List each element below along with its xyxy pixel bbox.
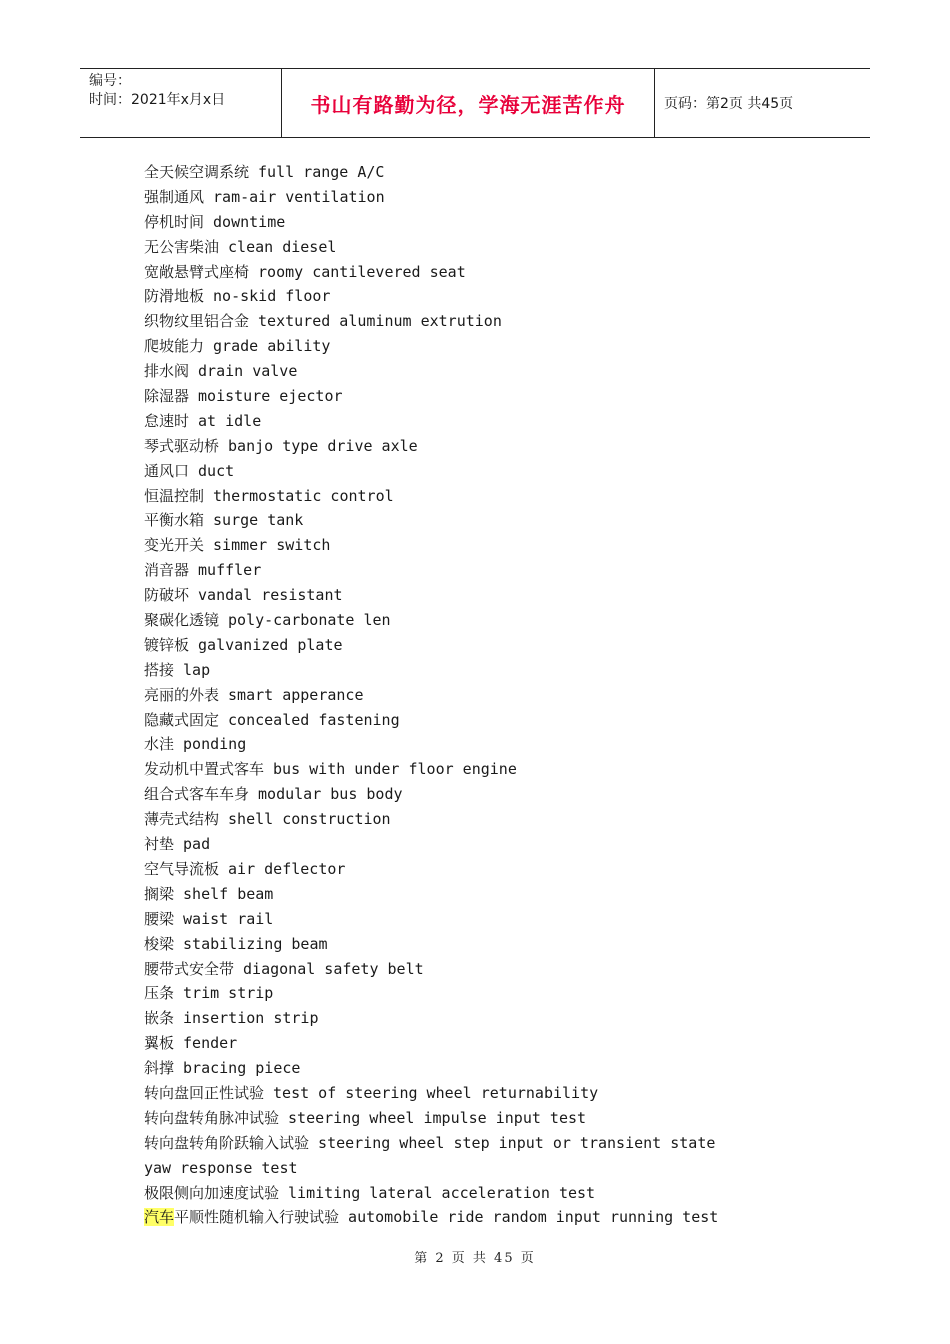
- glossary-entry: 消音器 muffler: [144, 561, 262, 580]
- glossary-entry: 转向盘转角阶跃输入试验 steering wheel step input or transient state: [144, 1133, 716, 1152]
- glossary-list: [144, 160, 844, 1230]
- glossary-entry: 除湿器 moisture ejector: [144, 387, 343, 406]
- glossary-entry: 翼板 fender: [144, 1034, 238, 1053]
- glossary-entry: 通风口 duct: [144, 461, 235, 480]
- glossary-entry: 隐藏式固定 concealed fastening: [144, 710, 400, 729]
- glossary-entry: 亮丽的外表 smart apperance: [144, 685, 364, 704]
- glossary-entry: 无公害柴油 clean diesel: [144, 237, 337, 256]
- glossary-entry: 琴式驱动桥 banjo type drive axle: [144, 436, 418, 455]
- glossary-entry: 停机时间 downtime: [144, 212, 286, 231]
- glossary-entry: 组合式客车车身 modular bus body: [144, 785, 403, 804]
- glossary-entry: 衬垫 pad: [144, 835, 211, 854]
- glossary-entry: 平衡水箱 surge tank: [144, 511, 304, 530]
- glossary-entry: 水洼 ponding: [144, 735, 247, 754]
- date-label: 时间：2021年x月x日: [89, 92, 226, 108]
- header-meta: [80, 69, 282, 137]
- number-label: 编号：: [89, 73, 131, 89]
- glossary-entry: 宽敞悬臂式座椅 roomy cantilevered seat: [144, 262, 466, 281]
- header-page-label: 页码：第2页 共45页: [664, 96, 794, 112]
- glossary-entry: 发动机中置式客车 bus with under floor engine: [144, 760, 517, 779]
- glossary-entry: 搁梁 shelf beam: [144, 884, 274, 903]
- glossary-entry: 腰带式安全带 diagonal safety belt: [144, 959, 424, 978]
- glossary-entry: 梭梁 stabilizing beam: [144, 934, 328, 953]
- glossary-entry: 爬坡能力 grade ability: [144, 337, 331, 356]
- glossary-entry: 嵌条 insertion strip: [144, 1009, 319, 1028]
- glossary-entry: yaw response test: [144, 1158, 298, 1177]
- glossary-entry: 腰梁 waist rail: [144, 909, 274, 928]
- glossary-entry: 恒温控制 thermostatic control: [144, 486, 394, 505]
- glossary-entry: 怠速时 at idle: [144, 411, 262, 430]
- header-motto: 书山有路勤为径，学海无涯苦作舟: [282, 69, 655, 137]
- entry-rest: 平顺性随机输入行驶试验 automobile ride random input running test: [174, 1208, 719, 1227]
- glossary-entry: 排水阀 drain valve: [144, 362, 298, 381]
- glossary-entry: 压条 trim strip: [144, 984, 274, 1003]
- glossary-entry: 防破坏 vandal resistant: [144, 586, 343, 605]
- glossary-entry: 聚碳化透镜 poly-carbonate len: [144, 611, 391, 630]
- glossary-entry: 转向盘转角脉冲试验 steering wheel impulse input test: [144, 1108, 587, 1127]
- glossary-entry: 斜撑 bracing piece: [144, 1059, 301, 1078]
- glossary-entry: 镀锌板 galvanized plate: [144, 635, 343, 654]
- highlighted-term: 汽车: [144, 1208, 175, 1227]
- glossary-entry: 转向盘回正性试验 test of steering wheel returnability: [144, 1083, 599, 1102]
- glossary-entry: 全天候空调系统 full range A/C: [144, 163, 385, 181]
- page-header: [80, 68, 870, 138]
- glossary-entry: [144, 1205, 844, 1230]
- glossary-entry: 极限侧向加速度试验 limiting lateral acceleration test: [144, 1183, 596, 1202]
- glossary-entry: 强制通风 ram-air ventilation: [144, 187, 385, 206]
- page-footer: 第 2 页 共 45 页: [414, 1251, 536, 1266]
- glossary-entry: 空气导流板 air deflector: [144, 859, 346, 878]
- glossary-entry: 搭接 lap: [144, 660, 211, 679]
- glossary-entry: 织物纹里铝合金 textured aluminum extrution: [144, 312, 502, 331]
- glossary-entry: 薄壳式结构 shell construction: [144, 810, 391, 829]
- glossary-entry: 变光开关 simmer switch: [144, 536, 331, 555]
- glossary-entry: 防滑地板 no-skid floor: [144, 287, 331, 306]
